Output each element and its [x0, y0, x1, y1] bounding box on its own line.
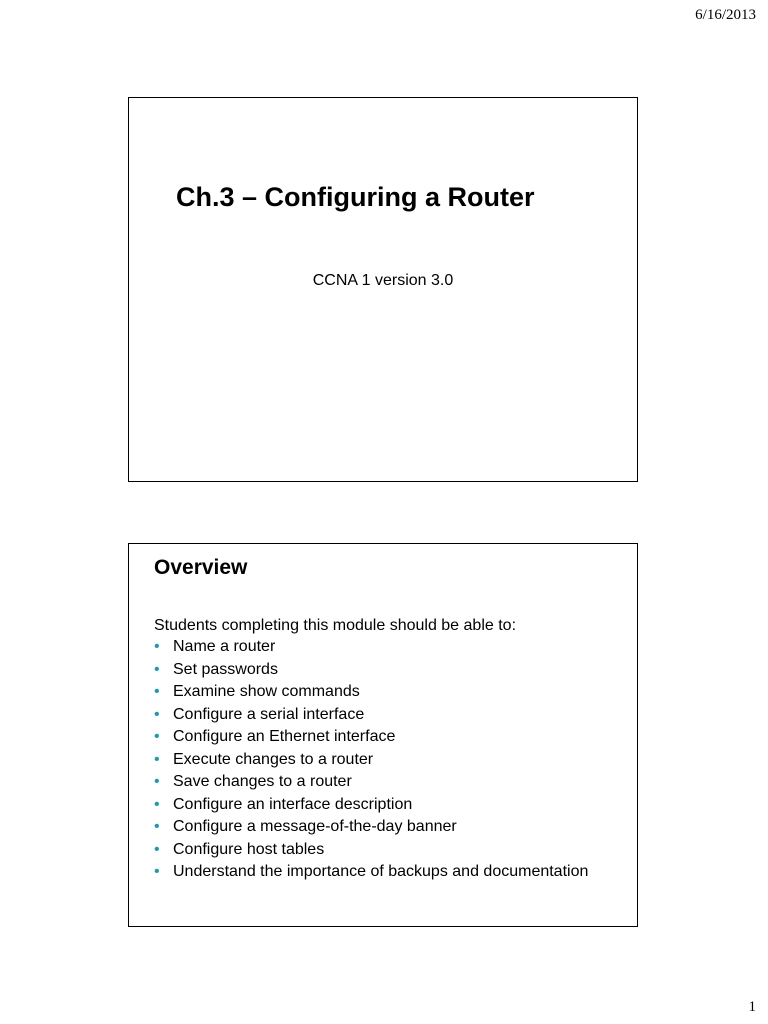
list-item	[154, 661, 588, 684]
list-item-text: Configure an interface description	[173, 795, 413, 813]
list-item	[154, 728, 588, 751]
list-item-text: Examine show commands	[173, 683, 360, 700]
overview-heading: Overview	[154, 556, 248, 579]
list-item-text: Save changes to a router	[173, 773, 352, 790]
list-item	[154, 796, 588, 819]
bullet-icon: •	[154, 818, 160, 835]
list-item-text: Configure a serial interface	[173, 705, 365, 723]
list-item	[154, 751, 588, 774]
list-item-text: Configure host tables	[173, 840, 325, 858]
bullet-icon: •	[154, 728, 160, 745]
bullet-icon: •	[154, 840, 160, 858]
overview-slide	[128, 543, 638, 927]
bullet-icon: •	[154, 863, 160, 880]
slide-title: Ch.3 – Configuring a Router	[176, 182, 535, 212]
list-item-text: Configure a message-of-the-day banner	[173, 818, 457, 835]
list-item-text: Configure an Ethernet interface	[173, 728, 396, 745]
list-item-text: Set passwords	[173, 660, 278, 678]
bullet-icon: •	[154, 773, 160, 790]
bullet-icon: •	[154, 705, 160, 723]
list-item-text: Understand the importance of backups and documentation	[173, 863, 589, 880]
list-item-text: Name a router	[173, 638, 276, 655]
bullet-icon: •	[154, 638, 160, 655]
slide-subtitle: CCNA 1 version 3.0	[312, 272, 454, 289]
bullet-icon: •	[154, 750, 160, 768]
objectives-list	[154, 638, 588, 886]
list-item	[154, 818, 588, 841]
list-item	[154, 683, 588, 706]
list-item	[154, 773, 588, 796]
bullet-icon: •	[154, 683, 160, 700]
title-slide	[128, 97, 638, 482]
list-item	[154, 638, 588, 661]
list-item-text: Execute changes to a router	[173, 750, 374, 768]
page-date: 6/16/2013	[695, 7, 756, 23]
list-item	[154, 706, 588, 729]
list-item	[154, 841, 588, 864]
list-item	[154, 863, 588, 886]
bullet-icon: •	[154, 660, 160, 678]
page-number: 1	[748, 999, 756, 1015]
bullet-icon: •	[154, 795, 160, 813]
overview-intro: Students completing this module should be able to:	[154, 617, 517, 634]
